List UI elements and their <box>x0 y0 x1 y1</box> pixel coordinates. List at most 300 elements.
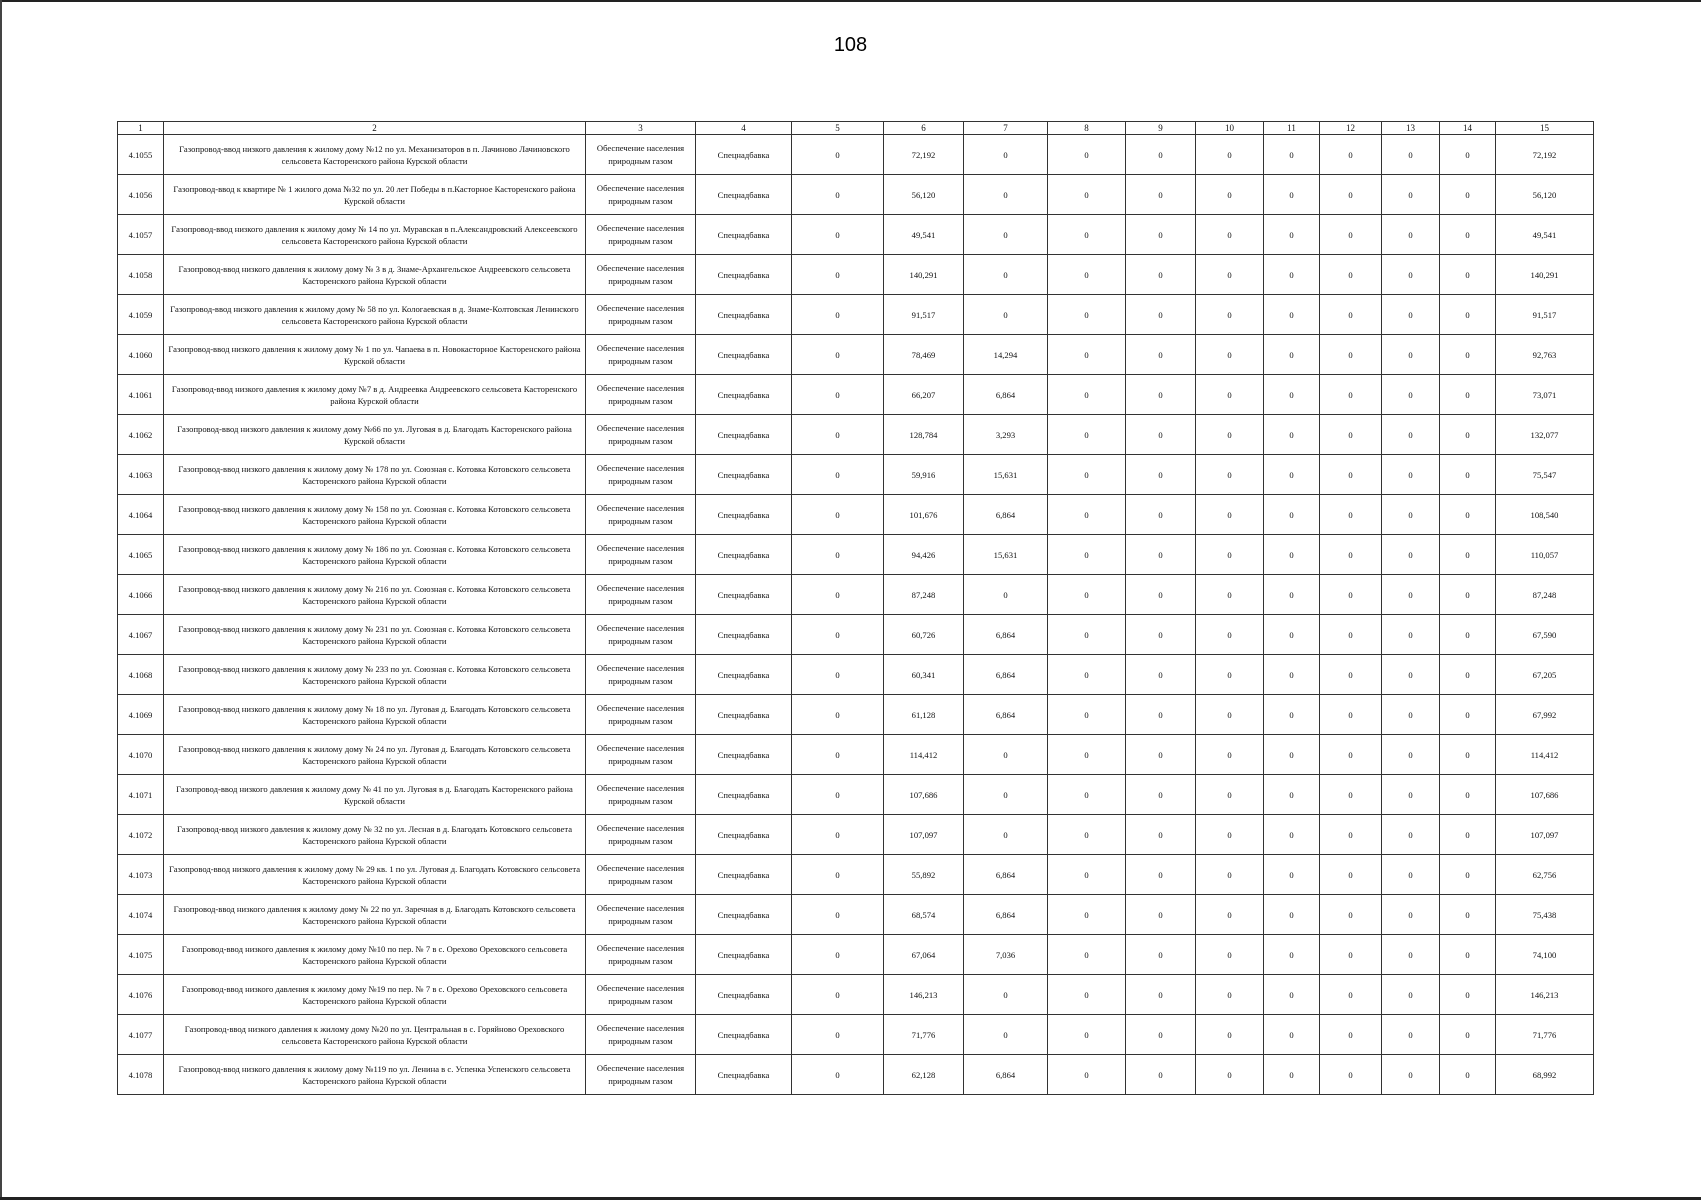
value-col-10: 0 <box>1196 415 1264 455</box>
value-col-7: 0 <box>964 775 1048 815</box>
value-col-8: 0 <box>1048 615 1126 655</box>
value-col-12: 0 <box>1320 415 1382 455</box>
value-col-11: 0 <box>1264 1015 1320 1055</box>
value-col-7: 3,293 <box>964 415 1048 455</box>
column-number: 10 <box>1196 122 1264 135</box>
table-row <box>118 455 1594 495</box>
value-col-6: 114,412 <box>884 735 964 775</box>
table-row <box>118 735 1594 775</box>
value-col-6: 49,541 <box>884 215 964 255</box>
value-col-11: 0 <box>1264 135 1320 175</box>
value-col-8: 0 <box>1048 735 1126 775</box>
value-col-9: 0 <box>1126 455 1196 495</box>
value-col-13: 0 <box>1382 575 1440 615</box>
value-col-11: 0 <box>1264 255 1320 295</box>
value-col-13: 0 <box>1382 535 1440 575</box>
value-col-5: 0 <box>792 1055 884 1095</box>
value-col-9: 0 <box>1126 695 1196 735</box>
row-id: 4.1063 <box>118 455 164 495</box>
value-col-7: 0 <box>964 575 1048 615</box>
value-col-10: 0 <box>1196 375 1264 415</box>
row-id: 4.1056 <box>118 175 164 215</box>
object-name: Газопровод-ввод низкого давления к жилому дому № 32 по ул. Лесная в д. Благодать Котовского сельсовета Касторенского района Курской области <box>164 815 586 855</box>
value-col-10: 0 <box>1196 855 1264 895</box>
table-row <box>118 335 1594 375</box>
value-col-9: 0 <box>1126 575 1196 615</box>
value-col-14: 0 <box>1440 335 1496 375</box>
value-col-10: 0 <box>1196 615 1264 655</box>
value-col-9: 0 <box>1126 615 1196 655</box>
funding-source: Спецнадбавка <box>696 575 792 615</box>
table-row <box>118 535 1594 575</box>
column-number: 1 <box>118 122 164 135</box>
column-number: 15 <box>1496 122 1594 135</box>
funding-source: Спецнадбавка <box>696 295 792 335</box>
object-name: Газопровод-ввод низкого давления к жилому дому № 58 по ул. Кологаевская в д. Знаме-Колтовская Ленинского сельсовета Касторенского района Курской области <box>164 295 586 335</box>
row-id: 4.1076 <box>118 975 164 1015</box>
purpose: Обеспечение населения природным газом <box>586 655 696 695</box>
value-col-9: 0 <box>1126 975 1196 1015</box>
total-value: 72,192 <box>1496 135 1594 175</box>
value-col-14: 0 <box>1440 695 1496 735</box>
value-col-5: 0 <box>792 295 884 335</box>
row-id: 4.1060 <box>118 335 164 375</box>
value-col-10: 0 <box>1196 495 1264 535</box>
value-col-13: 0 <box>1382 175 1440 215</box>
table-row <box>118 135 1594 175</box>
row-id: 4.1071 <box>118 775 164 815</box>
value-col-6: 59,916 <box>884 455 964 495</box>
value-col-12: 0 <box>1320 135 1382 175</box>
value-col-14: 0 <box>1440 935 1496 975</box>
value-col-11: 0 <box>1264 575 1320 615</box>
value-col-12: 0 <box>1320 615 1382 655</box>
value-col-12: 0 <box>1320 695 1382 735</box>
funding-source: Спецнадбавка <box>696 975 792 1015</box>
table-row <box>118 215 1594 255</box>
value-col-13: 0 <box>1382 695 1440 735</box>
funding-source: Спецнадбавка <box>696 935 792 975</box>
object-name: Газопровод-ввод к квартире № 1 жилого дома №32 по ул. 20 лет Победы в п.Касторное Касторенского района Курской области <box>164 175 586 215</box>
value-col-6: 101,676 <box>884 495 964 535</box>
object-name: Газопровод-ввод низкого давления к жилому дому № 158 по ул. Союзная с. Котовка Котовского сельсовета Касторенского района Курской области <box>164 495 586 535</box>
purpose: Обеспечение населения природным газом <box>586 695 696 735</box>
value-col-12: 0 <box>1320 455 1382 495</box>
value-col-9: 0 <box>1126 535 1196 575</box>
funding-source: Спецнадбавка <box>696 255 792 295</box>
value-col-9: 0 <box>1126 775 1196 815</box>
purpose: Обеспечение населения природным газом <box>586 215 696 255</box>
value-col-9: 0 <box>1126 335 1196 375</box>
value-col-13: 0 <box>1382 815 1440 855</box>
value-col-11: 0 <box>1264 455 1320 495</box>
value-col-8: 0 <box>1048 695 1126 735</box>
object-name: Газопровод-ввод низкого давления к жилому дому № 178 по ул. Союзная с. Котовка Котовского сельсовета Касторенского района Курской области <box>164 455 586 495</box>
value-col-13: 0 <box>1382 455 1440 495</box>
object-name: Газопровод-ввод низкого давления к жилому дому № 231 по ул. Союзная с. Котовка Котовского сельсовета Касторенского района Курской области <box>164 615 586 655</box>
object-name: Газопровод-ввод низкого давления к жилому дому № 22 по ул. Заречная в д. Благодать Котовского сельсовета Касторенского района Курской области <box>164 895 586 935</box>
value-col-7: 6,864 <box>964 855 1048 895</box>
table-row <box>118 1015 1594 1055</box>
value-col-12: 0 <box>1320 255 1382 295</box>
row-id: 4.1065 <box>118 535 164 575</box>
value-col-10: 0 <box>1196 1015 1264 1055</box>
table-row <box>118 775 1594 815</box>
value-col-8: 0 <box>1048 775 1126 815</box>
funding-source: Спецнадбавка <box>696 175 792 215</box>
value-col-14: 0 <box>1440 255 1496 295</box>
value-col-8: 0 <box>1048 335 1126 375</box>
object-name: Газопровод-ввод низкого давления к жилому дому №7 в д. Андреевка Андреевского сельсовета Касторенского района Курской области <box>164 375 586 415</box>
value-col-14: 0 <box>1440 975 1496 1015</box>
total-value: 107,097 <box>1496 815 1594 855</box>
value-col-14: 0 <box>1440 855 1496 895</box>
value-col-6: 78,469 <box>884 335 964 375</box>
value-col-13: 0 <box>1382 935 1440 975</box>
row-id: 4.1072 <box>118 815 164 855</box>
value-col-13: 0 <box>1382 655 1440 695</box>
value-col-12: 0 <box>1320 895 1382 935</box>
purpose: Обеспечение населения природным газом <box>586 255 696 295</box>
value-col-8: 0 <box>1048 175 1126 215</box>
value-col-12: 0 <box>1320 215 1382 255</box>
value-col-8: 0 <box>1048 535 1126 575</box>
value-col-13: 0 <box>1382 295 1440 335</box>
purpose: Обеспечение населения природным газом <box>586 535 696 575</box>
value-col-14: 0 <box>1440 175 1496 215</box>
object-name: Газопровод-ввод низкого давления к жилому дому № 1 по ул. Чапаева в п. Новокасторное Касторенского района Курской области <box>164 335 586 375</box>
table-row <box>118 695 1594 735</box>
value-col-12: 0 <box>1320 535 1382 575</box>
object-name: Газопровод-ввод низкого давления к жилому дому № 186 по ул. Союзная с. Котовка Котовского сельсовета Касторенского района Курской области <box>164 535 586 575</box>
value-col-12: 0 <box>1320 495 1382 535</box>
row-id: 4.1062 <box>118 415 164 455</box>
funding-source: Спецнадбавка <box>696 815 792 855</box>
value-col-14: 0 <box>1440 895 1496 935</box>
table-row <box>118 895 1594 935</box>
value-col-11: 0 <box>1264 615 1320 655</box>
value-col-13: 0 <box>1382 1015 1440 1055</box>
purpose: Обеспечение населения природным газом <box>586 935 696 975</box>
value-col-8: 0 <box>1048 1055 1126 1095</box>
value-col-12: 0 <box>1320 815 1382 855</box>
purpose: Обеспечение населения природным газом <box>586 135 696 175</box>
purpose: Обеспечение населения природным газом <box>586 855 696 895</box>
value-col-11: 0 <box>1264 495 1320 535</box>
value-col-5: 0 <box>792 655 884 695</box>
scan-border-left <box>0 0 2 1200</box>
value-col-13: 0 <box>1382 615 1440 655</box>
value-col-14: 0 <box>1440 575 1496 615</box>
value-col-7: 0 <box>964 255 1048 295</box>
value-col-5: 0 <box>792 495 884 535</box>
value-col-14: 0 <box>1440 1015 1496 1055</box>
row-id: 4.1066 <box>118 575 164 615</box>
value-col-6: 67,064 <box>884 935 964 975</box>
value-col-7: 15,631 <box>964 535 1048 575</box>
value-col-11: 0 <box>1264 695 1320 735</box>
row-id: 4.1057 <box>118 215 164 255</box>
funding-source: Спецнадбавка <box>696 495 792 535</box>
total-value: 140,291 <box>1496 255 1594 295</box>
value-col-9: 0 <box>1126 215 1196 255</box>
value-col-13: 0 <box>1382 255 1440 295</box>
value-col-7: 0 <box>964 175 1048 215</box>
object-name: Газопровод-ввод низкого давления к жилому дому № 216 по ул. Союзная с. Котовка Котовского сельсовета Касторенского района Курской области <box>164 575 586 615</box>
row-id: 4.1074 <box>118 895 164 935</box>
funding-source: Спецнадбавка <box>696 1015 792 1055</box>
value-col-6: 66,207 <box>884 375 964 415</box>
value-col-14: 0 <box>1440 135 1496 175</box>
value-col-13: 0 <box>1382 495 1440 535</box>
value-col-9: 0 <box>1126 175 1196 215</box>
value-col-8: 0 <box>1048 295 1126 335</box>
purpose: Обеспечение населения природным газом <box>586 455 696 495</box>
value-col-13: 0 <box>1382 375 1440 415</box>
total-value: 62,756 <box>1496 855 1594 895</box>
value-col-10: 0 <box>1196 1055 1264 1095</box>
value-col-11: 0 <box>1264 535 1320 575</box>
value-col-13: 0 <box>1382 335 1440 375</box>
total-value: 67,992 <box>1496 695 1594 735</box>
value-col-6: 56,120 <box>884 175 964 215</box>
value-col-10: 0 <box>1196 735 1264 775</box>
value-col-10: 0 <box>1196 655 1264 695</box>
funding-source: Спецнадбавка <box>696 135 792 175</box>
column-number: 11 <box>1264 122 1320 135</box>
value-col-10: 0 <box>1196 975 1264 1015</box>
value-col-8: 0 <box>1048 495 1126 535</box>
purpose: Обеспечение населения природным газом <box>586 415 696 455</box>
value-col-5: 0 <box>792 935 884 975</box>
total-value: 87,248 <box>1496 575 1594 615</box>
row-id: 4.1067 <box>118 615 164 655</box>
object-name: Газопровод-ввод низкого давления к жилому дому № 24 по ул. Луговая д. Благодать Котовского сельсовета Касторенского района Курской области <box>164 735 586 775</box>
total-value: 71,776 <box>1496 1015 1594 1055</box>
value-col-12: 0 <box>1320 735 1382 775</box>
value-col-6: 128,784 <box>884 415 964 455</box>
table-row <box>118 415 1594 455</box>
purpose: Обеспечение населения природным газом <box>586 375 696 415</box>
value-col-12: 0 <box>1320 295 1382 335</box>
purpose: Обеспечение населения природным газом <box>586 335 696 375</box>
table-row <box>118 375 1594 415</box>
value-col-7: 0 <box>964 135 1048 175</box>
value-col-8: 0 <box>1048 375 1126 415</box>
column-number: 12 <box>1320 122 1382 135</box>
value-col-14: 0 <box>1440 215 1496 255</box>
value-col-12: 0 <box>1320 1015 1382 1055</box>
funding-source: Спецнадбавка <box>696 855 792 895</box>
table-row <box>118 655 1594 695</box>
value-col-11: 0 <box>1264 895 1320 935</box>
column-number: 7 <box>964 122 1048 135</box>
value-col-5: 0 <box>792 1015 884 1055</box>
value-col-7: 6,864 <box>964 1055 1048 1095</box>
purpose: Обеспечение населения природным газом <box>586 295 696 335</box>
total-value: 67,590 <box>1496 615 1594 655</box>
value-col-10: 0 <box>1196 575 1264 615</box>
value-col-8: 0 <box>1048 855 1126 895</box>
value-col-7: 0 <box>964 735 1048 775</box>
value-col-8: 0 <box>1048 895 1126 935</box>
funding-source: Спецнадбавка <box>696 215 792 255</box>
value-col-10: 0 <box>1196 815 1264 855</box>
value-col-7: 0 <box>964 815 1048 855</box>
value-col-12: 0 <box>1320 975 1382 1015</box>
value-col-5: 0 <box>792 575 884 615</box>
total-value: 73,071 <box>1496 375 1594 415</box>
row-id: 4.1077 <box>118 1015 164 1055</box>
row-id: 4.1059 <box>118 295 164 335</box>
total-value: 110,057 <box>1496 535 1594 575</box>
value-col-9: 0 <box>1126 415 1196 455</box>
value-col-6: 146,213 <box>884 975 964 1015</box>
value-col-5: 0 <box>792 175 884 215</box>
table-row <box>118 575 1594 615</box>
total-value: 146,213 <box>1496 975 1594 1015</box>
object-name: Газопровод-ввод низкого давления к жилому дому №10 по пер. № 7 в с. Орехово Ореховского сельсовета Касторенского района Курской области <box>164 935 586 975</box>
value-col-11: 0 <box>1264 855 1320 895</box>
table-row <box>118 975 1594 1015</box>
purpose: Обеспечение населения природным газом <box>586 815 696 855</box>
value-col-8: 0 <box>1048 935 1126 975</box>
value-col-12: 0 <box>1320 575 1382 615</box>
purpose: Обеспечение населения природным газом <box>586 495 696 535</box>
total-value: 75,438 <box>1496 895 1594 935</box>
column-number: 13 <box>1382 122 1440 135</box>
table-row <box>118 615 1594 655</box>
value-col-7: 6,864 <box>964 615 1048 655</box>
value-col-11: 0 <box>1264 375 1320 415</box>
value-col-7: 0 <box>964 215 1048 255</box>
value-col-10: 0 <box>1196 215 1264 255</box>
value-col-14: 0 <box>1440 615 1496 655</box>
total-value: 56,120 <box>1496 175 1594 215</box>
value-col-5: 0 <box>792 735 884 775</box>
value-col-9: 0 <box>1126 735 1196 775</box>
value-col-14: 0 <box>1440 735 1496 775</box>
value-col-7: 0 <box>964 975 1048 1015</box>
row-id: 4.1055 <box>118 135 164 175</box>
value-col-12: 0 <box>1320 1055 1382 1095</box>
column-number: 6 <box>884 122 964 135</box>
object-name: Газопровод-ввод низкого давления к жилому дому № 41 по ул. Луговая в д. Благодать Касторенского района Курской области <box>164 775 586 815</box>
value-col-7: 6,864 <box>964 895 1048 935</box>
funding-source: Спецнадбавка <box>696 895 792 935</box>
value-col-7: 7,036 <box>964 935 1048 975</box>
row-id: 4.1070 <box>118 735 164 775</box>
value-col-6: 107,686 <box>884 775 964 815</box>
value-col-8: 0 <box>1048 135 1126 175</box>
purpose: Обеспечение населения природным газом <box>586 1055 696 1095</box>
value-col-9: 0 <box>1126 135 1196 175</box>
data-table <box>117 121 1594 1095</box>
funding-source: Спецнадбавка <box>696 695 792 735</box>
row-id: 4.1061 <box>118 375 164 415</box>
value-col-5: 0 <box>792 135 884 175</box>
value-col-8: 0 <box>1048 215 1126 255</box>
value-col-9: 0 <box>1126 495 1196 535</box>
value-col-10: 0 <box>1196 895 1264 935</box>
value-col-8: 0 <box>1048 975 1126 1015</box>
value-col-5: 0 <box>792 335 884 375</box>
table-row <box>118 495 1594 535</box>
table-row <box>118 295 1594 335</box>
value-col-9: 0 <box>1126 855 1196 895</box>
funding-source: Спецнадбавка <box>696 655 792 695</box>
value-col-11: 0 <box>1264 735 1320 775</box>
value-col-13: 0 <box>1382 855 1440 895</box>
value-col-11: 0 <box>1264 175 1320 215</box>
table-row <box>118 255 1594 295</box>
total-value: 49,541 <box>1496 215 1594 255</box>
value-col-5: 0 <box>792 855 884 895</box>
value-col-10: 0 <box>1196 695 1264 735</box>
value-col-12: 0 <box>1320 335 1382 375</box>
value-col-14: 0 <box>1440 535 1496 575</box>
value-col-8: 0 <box>1048 815 1126 855</box>
value-col-5: 0 <box>792 375 884 415</box>
value-col-8: 0 <box>1048 415 1126 455</box>
value-col-6: 94,426 <box>884 535 964 575</box>
value-col-12: 0 <box>1320 935 1382 975</box>
value-col-14: 0 <box>1440 655 1496 695</box>
value-col-10: 0 <box>1196 535 1264 575</box>
value-col-7: 6,864 <box>964 655 1048 695</box>
object-name: Газопровод-ввод низкого давления к жилому дому №119 по ул. Ленина в с. Успенка Успенского сельсовета Касторенского района Курской области <box>164 1055 586 1095</box>
value-col-11: 0 <box>1264 335 1320 375</box>
object-name: Газопровод-ввод низкого давления к жилому дому №19 по пер. № 7 в с. Орехово Ореховского сельсовета Касторенского района Курской области <box>164 975 586 1015</box>
value-col-5: 0 <box>792 895 884 935</box>
value-col-5: 0 <box>792 775 884 815</box>
value-col-14: 0 <box>1440 455 1496 495</box>
table-body <box>118 135 1594 1095</box>
value-col-6: 60,726 <box>884 615 964 655</box>
value-col-5: 0 <box>792 255 884 295</box>
funding-source: Спецнадбавка <box>696 335 792 375</box>
total-value: 67,205 <box>1496 655 1594 695</box>
page-number: 108 <box>833 34 868 56</box>
purpose: Обеспечение населения природным газом <box>586 575 696 615</box>
value-col-8: 0 <box>1048 1015 1126 1055</box>
row-id: 4.1058 <box>118 255 164 295</box>
value-col-6: 87,248 <box>884 575 964 615</box>
purpose: Обеспечение населения природным газом <box>586 975 696 1015</box>
value-col-8: 0 <box>1048 455 1126 495</box>
value-col-9: 0 <box>1126 815 1196 855</box>
value-col-12: 0 <box>1320 855 1382 895</box>
value-col-8: 0 <box>1048 255 1126 295</box>
value-col-11: 0 <box>1264 415 1320 455</box>
value-col-7: 0 <box>964 1015 1048 1055</box>
column-number: 14 <box>1440 122 1496 135</box>
funding-source: Спецнадбавка <box>696 455 792 495</box>
value-col-14: 0 <box>1440 295 1496 335</box>
object-name: Газопровод-ввод низкого давления к жилому дому №12 по ул. Механизаторов в п. Лачиново Лачиновского сельсовета Касторенского района Курской области <box>164 135 586 175</box>
value-col-7: 14,294 <box>964 335 1048 375</box>
value-col-9: 0 <box>1126 1015 1196 1055</box>
column-number: 8 <box>1048 122 1126 135</box>
table-row <box>118 855 1594 895</box>
value-col-9: 0 <box>1126 935 1196 975</box>
value-col-5: 0 <box>792 535 884 575</box>
total-value: 91,517 <box>1496 295 1594 335</box>
value-col-12: 0 <box>1320 775 1382 815</box>
value-col-9: 0 <box>1126 295 1196 335</box>
row-id: 4.1068 <box>118 655 164 695</box>
row-id: 4.1078 <box>118 1055 164 1095</box>
